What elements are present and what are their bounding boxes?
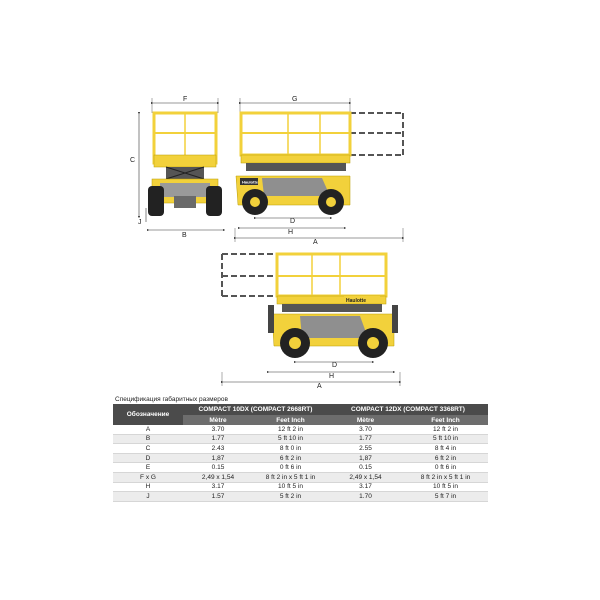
dim-label-f: F <box>183 96 188 103</box>
brand-logo-side: Haulotte <box>242 179 258 185</box>
cell-feet-2: 8 ft 2 in x 5 ft 1 in <box>403 472 488 482</box>
cell-feet-1: 10 ft 5 in <box>253 482 328 492</box>
cell-feet-2: 8 ft 4 in <box>403 444 488 454</box>
dim-label-g: G <box>292 96 298 103</box>
front-view-drawing <box>130 96 224 239</box>
dim-label-h-rt: H <box>329 373 335 380</box>
row-label: C <box>113 444 183 454</box>
metre-header-2: Mètre <box>328 415 403 425</box>
dim-label-a-rt: A <box>317 383 322 390</box>
model1-header: COMPACT 10DX (COMPACT 2668RT) <box>183 404 328 415</box>
cell-metre-1: 1.57 <box>183 492 253 502</box>
metre-header-1: Mètre <box>183 415 253 425</box>
feet-header-1: Feet Inch <box>253 415 328 425</box>
row-label: B <box>113 434 183 444</box>
brand-logo-rt: Haulotte <box>346 298 366 304</box>
feet-header-2: Feet Inch <box>403 415 488 425</box>
row-label: A <box>113 425 183 434</box>
table-row <box>113 482 488 492</box>
cell-feet-1: 12 ft 2 in <box>253 425 328 434</box>
dim-label-h: H <box>288 229 294 236</box>
designation-header: Обозначение <box>113 404 183 425</box>
side-view-rt-drawing <box>222 254 400 390</box>
cell-metre-2: 2,49 x 1,54 <box>328 472 403 482</box>
cell-feet-1: 6 ft 2 in <box>253 453 328 463</box>
cell-metre-1: 3.70 <box>183 425 253 434</box>
cell-feet-1: 5 ft 2 in <box>253 492 328 502</box>
row-label: D <box>113 453 183 463</box>
cell-metre-1: 2,49 x 1,54 <box>183 472 253 482</box>
row-label: F x G <box>113 472 183 482</box>
spec-table <box>113 404 488 502</box>
cell-metre-2: 1.70 <box>328 492 403 502</box>
dim-label-c: C <box>130 157 136 164</box>
row-label: E <box>113 463 183 473</box>
cell-feet-2: 10 ft 5 in <box>403 482 488 492</box>
table-row <box>113 444 488 454</box>
cell-metre-2: 2.55 <box>328 444 403 454</box>
model2-header: COMPACT 12DX (COMPACT 3368RT) <box>328 404 488 415</box>
dim-label-d-rt: D <box>332 362 338 369</box>
cell-metre-1: 3.17 <box>183 482 253 492</box>
cell-feet-2: 6 ft 2 in <box>403 453 488 463</box>
cell-metre-2: 1.77 <box>328 434 403 444</box>
table-row <box>113 492 488 502</box>
cell-feet-2: 5 ft 10 in <box>403 434 488 444</box>
table-row <box>113 472 488 482</box>
dim-label-b: B <box>182 232 187 239</box>
table-row <box>113 463 488 473</box>
row-label: H <box>113 482 183 492</box>
cell-metre-1: 0.15 <box>183 463 253 473</box>
cell-feet-2: 12 ft 2 in <box>403 425 488 434</box>
row-label: J <box>113 492 183 502</box>
dim-label-d: D <box>290 218 296 225</box>
spec-table-title: Спецификация габаритных размеров <box>115 396 228 403</box>
cell-metre-2: 1,87 <box>328 453 403 463</box>
side-view-drawing <box>235 96 403 246</box>
cell-feet-1: 8 ft 0 in <box>253 444 328 454</box>
dim-label-j: J <box>138 219 142 226</box>
cell-feet-2: 0 ft 6 in <box>403 463 488 473</box>
cell-metre-1: 2.43 <box>183 444 253 454</box>
cell-feet-1: 0 ft 6 in <box>253 463 328 473</box>
cell-feet-1: 8 ft 2 in x 5 ft 1 in <box>253 472 328 482</box>
cell-metre-2: 3.70 <box>328 425 403 434</box>
table-row <box>113 425 488 434</box>
cell-feet-1: 5 ft 10 in <box>253 434 328 444</box>
cell-metre-2: 0.15 <box>328 463 403 473</box>
cell-metre-2: 3.17 <box>328 482 403 492</box>
cell-metre-1: 1,87 <box>183 453 253 463</box>
cell-feet-2: 5 ft 7 in <box>403 492 488 502</box>
dim-label-a: A <box>313 239 318 246</box>
cell-metre-1: 1.77 <box>183 434 253 444</box>
table-row <box>113 453 488 463</box>
table-row <box>113 434 488 444</box>
